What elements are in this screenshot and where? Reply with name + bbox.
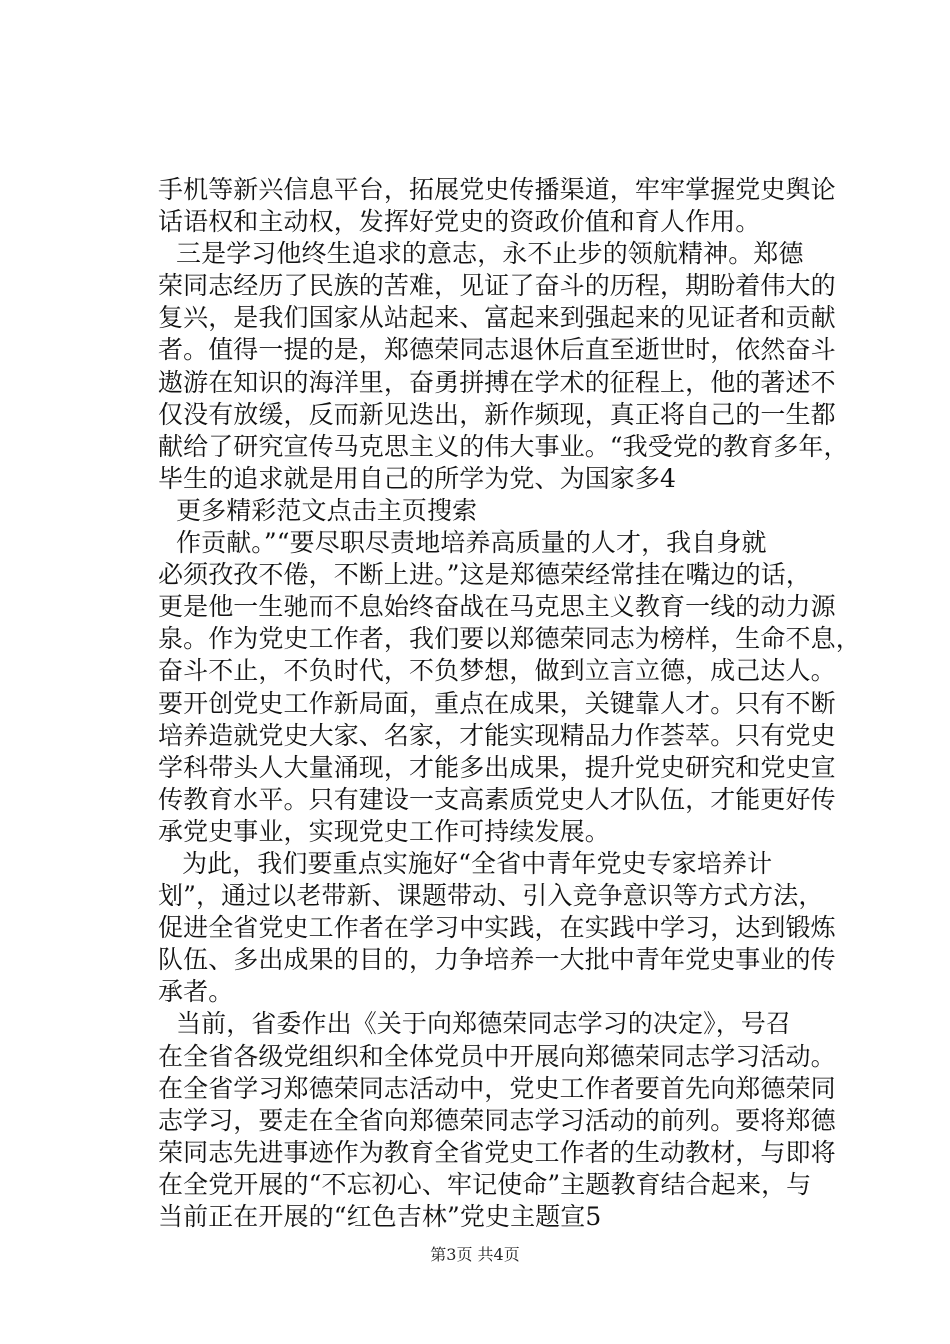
text-line: 荣同志先进事迹作为教育全省党史工作者的生动教材，与即将: [158, 1137, 836, 1167]
text-line: 在全省各级党组织和全体党员中开展向郑德荣同志学习活动。: [158, 1041, 836, 1071]
text-line: 献给了研究宣传马克思主义的伟大事业。“我受党的教育多年，: [158, 431, 849, 461]
text-line: 在全省学习郑德荣同志活动中，党史工作者要首先向郑德荣同: [158, 1073, 836, 1103]
paragraph-start-line: 三是学习他终生追求的意志，永不止步的领航精神。郑德: [176, 239, 804, 269]
paragraph-start-line: 当前，省委作出《关于向郑德荣同志学习的决定》，号召: [176, 1009, 792, 1039]
text-line: 承者。: [158, 977, 234, 1007]
text-line: 更是他一生驰而不息始终奋战在马克思主义教育一线的动力源: [158, 592, 836, 622]
text-line: 必须孜孜不倦，不断上进。”这是郑德荣经常挂在嘴边的话，: [158, 560, 811, 590]
text-line: 遨游在知识的海洋里，奋勇拼搏在学术的征程上，他的著述不: [158, 367, 836, 397]
paragraph-start-line: 为此，我们要重点实施好“全省中青年党史专家培养计: [182, 848, 773, 878]
text-line: 泉。作为党史工作者，我们要以郑德荣同志为榜样，生命不息，: [158, 624, 861, 654]
text-line: 要开创党史工作新局面，重点在成果，关键靠人才。只有不断: [158, 688, 836, 718]
text-line: 队伍、多出成果的目的，力争培养一大批中青年党史事业的传: [158, 945, 836, 975]
text-line: 志学习，要走在全省向郑德荣同志学习活动的前列。要将郑德: [158, 1105, 836, 1135]
text-line: 承党史事业，实现党史工作可持续发展。: [158, 816, 610, 846]
text-line: 毕生的追求就是用自己的所学为党、为国家多4: [158, 463, 677, 493]
text-line: 划”，通过以老带新、课题带动、引入竞争意识等方式方法，: [158, 881, 824, 911]
text-line: 话语权和主动权，发挥好党史的资政价值和育人作用。: [158, 207, 761, 237]
text-line: 促进全省党史工作者在学习中实践，在实践中学习，达到锻炼: [158, 913, 836, 943]
page-number: 第3页 共4页: [430, 1245, 520, 1264]
document-body: [158, 174, 861, 1233]
text-line: 仅没有放缓，反而新见迭出，新作频现，真正将自己的一生都: [158, 399, 836, 429]
text-line: 荣同志经历了民族的苦难，见证了奋斗的历程，期盼着伟大的: [158, 271, 836, 301]
text-line: 者。值得一提的是，郑德荣同志退休后直至逝世时，依然奋斗: [158, 335, 836, 365]
text-line: 学科带头人大量涌现，才能多出成果，提升党史研究和党史宣: [158, 752, 836, 782]
paragraph-start-line: 作贡献。”“要尽职尽责地培养高质量的人才，我自身就: [176, 528, 767, 558]
text-line: 奋斗不止，不负时代，不负梦想，做到立言立德，成己达人。: [158, 656, 836, 686]
text-line: 当前正在开展的“红色吉林”党史主题宣5: [158, 1202, 602, 1231]
text-line: 在全党开展的“不忘初心、牢记使命”主题教育结合起来，与: [158, 1169, 812, 1199]
promo-line: 更多精彩范文点击主页搜索: [176, 495, 478, 525]
text-line: 手机等新兴信息平台，拓展党史传播渠道，牢牢掌握党史舆论: [158, 175, 836, 204]
text-line: 复兴，是我们国家从站起来、富起来到强起来的见证者和贡献: [158, 303, 836, 333]
text-line: 传教育水平。只有建设一支高素质党史人才队伍，才能更好传: [158, 784, 836, 814]
text-line: 培养造就党史大家、名家，才能实现精品力作荟萃。只有党史: [158, 720, 836, 750]
